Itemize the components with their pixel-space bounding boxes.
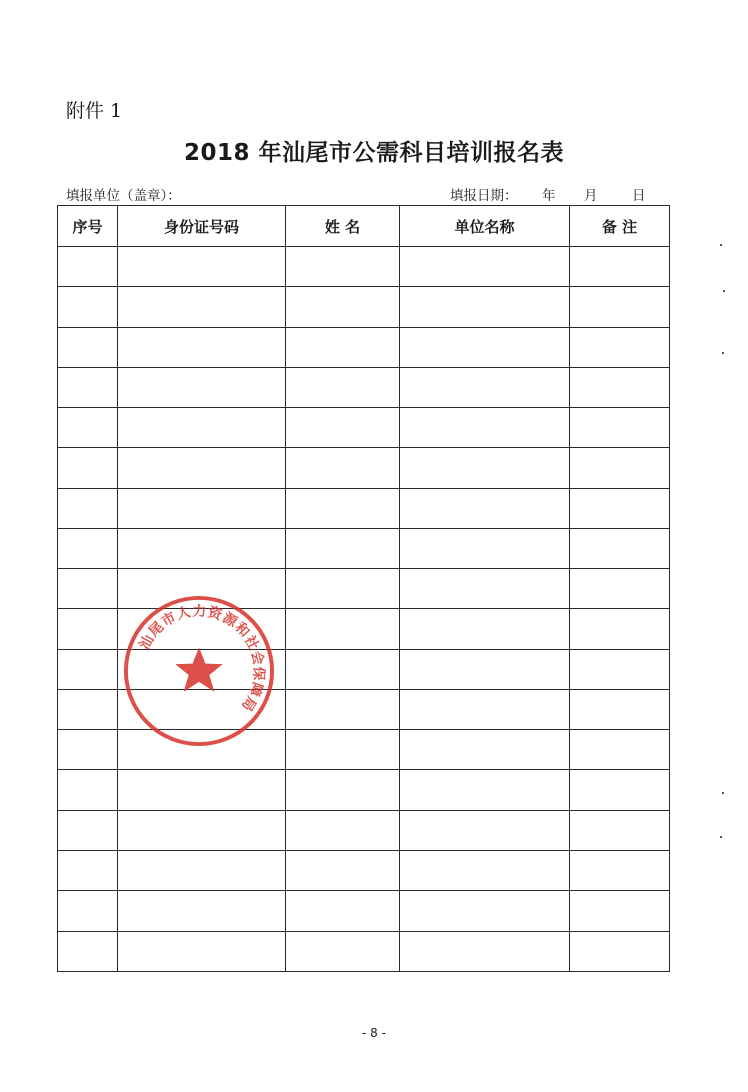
name-cell[interactable]: [286, 569, 400, 609]
id-number-cell[interactable]: [118, 810, 286, 850]
unit-name-cell[interactable]: [400, 931, 570, 971]
remarks-cell[interactable]: [570, 327, 670, 367]
scan-speck: [723, 290, 725, 292]
table-row: [58, 528, 670, 568]
id-number-cell[interactable]: [118, 770, 286, 810]
remarks-cell[interactable]: [570, 689, 670, 729]
table-header-row: [58, 206, 670, 247]
unit-name-cell[interactable]: [400, 730, 570, 770]
name-cell[interactable]: [286, 448, 400, 488]
name-cell[interactable]: [286, 327, 400, 367]
remarks-cell[interactable]: [570, 247, 670, 287]
serial-cell[interactable]: [58, 891, 118, 931]
table-row: [58, 448, 670, 488]
table-row: [58, 891, 670, 931]
header-serial: 序号: [58, 206, 118, 247]
name-cell[interactable]: [286, 689, 400, 729]
month-label: 月: [584, 188, 598, 204]
table-row: [58, 931, 670, 971]
table-row: [58, 488, 670, 528]
serial-cell[interactable]: [58, 730, 118, 770]
unit-name-cell[interactable]: [400, 649, 570, 689]
serial-cell[interactable]: [58, 609, 118, 649]
serial-cell[interactable]: [58, 408, 118, 448]
name-cell[interactable]: [286, 810, 400, 850]
unit-name-cell[interactable]: [400, 810, 570, 850]
star-icon: [175, 647, 222, 691]
serial-cell[interactable]: [58, 287, 118, 327]
unit-name-cell[interactable]: [400, 528, 570, 568]
serial-cell[interactable]: [58, 247, 118, 287]
unit-name-cell[interactable]: [400, 689, 570, 729]
serial-cell[interactable]: [58, 850, 118, 890]
name-cell[interactable]: [286, 528, 400, 568]
remarks-cell[interactable]: [570, 367, 670, 407]
form-title: 2018 年汕尾市公需科目培训报名表: [183, 140, 565, 166]
unit-name-cell[interactable]: [400, 448, 570, 488]
unit-name-cell[interactable]: [400, 488, 570, 528]
remarks-cell[interactable]: [570, 609, 670, 649]
name-cell[interactable]: [286, 247, 400, 287]
unit-name-cell[interactable]: [400, 770, 570, 810]
id-number-cell[interactable]: [118, 247, 286, 287]
remarks-cell[interactable]: [570, 649, 670, 689]
name-cell[interactable]: [286, 609, 400, 649]
remarks-cell[interactable]: [570, 810, 670, 850]
remarks-cell[interactable]: [570, 488, 670, 528]
scan-speck: [722, 792, 724, 794]
table-row: [58, 770, 670, 810]
table-row: [58, 287, 670, 327]
id-number-cell[interactable]: [118, 528, 286, 568]
id-number-cell[interactable]: [118, 448, 286, 488]
remarks-cell[interactable]: [570, 850, 670, 890]
unit-name-cell[interactable]: [400, 367, 570, 407]
official-seal: [120, 592, 278, 750]
day-label: 日: [632, 188, 646, 204]
serial-cell[interactable]: [58, 367, 118, 407]
name-cell[interactable]: [286, 367, 400, 407]
name-cell[interactable]: [286, 850, 400, 890]
id-number-cell[interactable]: [118, 408, 286, 448]
table-row: [58, 327, 670, 367]
table-row: [58, 850, 670, 890]
id-number-cell[interactable]: [118, 931, 286, 971]
table-row: [58, 247, 670, 287]
attachment-label: 附件 1: [66, 100, 123, 122]
remarks-cell[interactable]: [570, 448, 670, 488]
year-label: 年: [542, 188, 556, 204]
name-cell[interactable]: [286, 891, 400, 931]
unit-name-cell[interactable]: [400, 850, 570, 890]
header-unit-name: 单位名称: [400, 206, 570, 247]
date-label: 填报日期：: [450, 188, 518, 204]
unit-name-cell[interactable]: [400, 287, 570, 327]
name-cell[interactable]: [286, 649, 400, 689]
serial-cell[interactable]: [58, 327, 118, 367]
serial-cell[interactable]: [58, 528, 118, 568]
page-number: - 8 -: [362, 1026, 386, 1040]
header-id-number: 身份证号码: [118, 206, 286, 247]
serial-cell[interactable]: [58, 448, 118, 488]
header-name: 姓 名: [286, 206, 400, 247]
table-row: [58, 408, 670, 448]
scan-speck: [722, 352, 724, 354]
name-cell[interactable]: [286, 730, 400, 770]
scan-speck: [720, 836, 722, 838]
header-remarks: 备 注: [570, 206, 670, 247]
unit-name-cell[interactable]: [400, 408, 570, 448]
serial-cell[interactable]: [58, 931, 118, 971]
registration-table: [57, 205, 670, 972]
id-number-cell[interactable]: [118, 367, 286, 407]
unit-name-cell[interactable]: [400, 327, 570, 367]
serial-cell[interactable]: [58, 810, 118, 850]
seal-text: 汕尾市人力资源和社会保障局: [136, 603, 267, 715]
unit-name-cell[interactable]: [400, 247, 570, 287]
scan-speck: [720, 244, 722, 246]
serial-cell[interactable]: [58, 569, 118, 609]
table-row: [58, 810, 670, 850]
unit-label: 填报单位（盖章）：: [66, 188, 181, 204]
id-number-cell[interactable]: [118, 327, 286, 367]
unit-name-cell[interactable]: [400, 569, 570, 609]
name-cell[interactable]: [286, 408, 400, 448]
name-cell[interactable]: [286, 287, 400, 327]
remarks-cell[interactable]: [570, 287, 670, 327]
remarks-cell[interactable]: [570, 528, 670, 568]
remarks-cell[interactable]: [570, 569, 670, 609]
unit-name-cell[interactable]: [400, 609, 570, 649]
name-cell[interactable]: [286, 931, 400, 971]
unit-name-cell[interactable]: [400, 891, 570, 931]
serial-cell[interactable]: [58, 488, 118, 528]
remarks-cell[interactable]: [570, 931, 670, 971]
remarks-cell[interactable]: [570, 730, 670, 770]
serial-cell[interactable]: [58, 770, 118, 810]
id-number-cell[interactable]: [118, 488, 286, 528]
serial-cell[interactable]: [58, 649, 118, 689]
table-row: [58, 367, 670, 407]
id-number-cell[interactable]: [118, 287, 286, 327]
remarks-cell[interactable]: [570, 891, 670, 931]
remarks-cell[interactable]: [570, 770, 670, 810]
id-number-cell[interactable]: [118, 850, 286, 890]
name-cell[interactable]: [286, 770, 400, 810]
name-cell[interactable]: [286, 488, 400, 528]
serial-cell[interactable]: [58, 689, 118, 729]
id-number-cell[interactable]: [118, 891, 286, 931]
remarks-cell[interactable]: [570, 408, 670, 448]
